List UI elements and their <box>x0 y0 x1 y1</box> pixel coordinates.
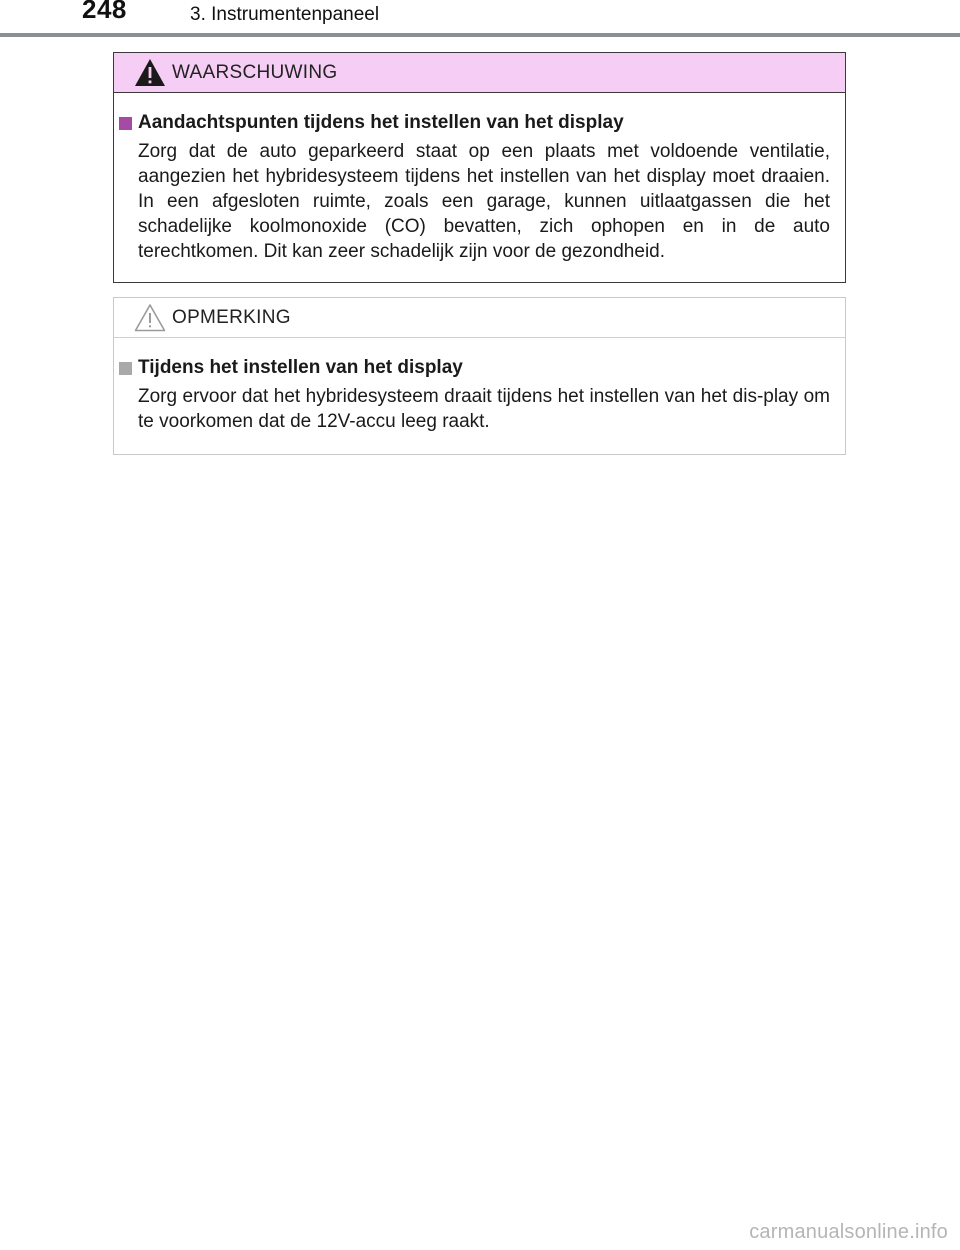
warning-triangle-icon <box>134 58 166 87</box>
note-box-body <box>114 338 845 434</box>
note-box-header <box>114 298 845 338</box>
page-number: 248 <box>82 0 127 24</box>
warning-box-header <box>114 53 845 93</box>
warning-box <box>113 52 846 283</box>
warning-label: WAARSCHUWING <box>172 62 338 83</box>
footer-watermark: carmanualsonline.info <box>749 1221 948 1243</box>
bullet-square-icon <box>119 362 132 375</box>
note-item-heading <box>114 356 830 380</box>
section-title: 3. Instrumentenpaneel <box>190 4 380 25</box>
warning-box-body <box>114 93 845 264</box>
warning-heading-text: Aandachtspunten tijdens het instellen van het display <box>138 112 624 133</box>
note-item-text: Zorg ervoor dat het hybridesysteem draait tijdens het instellen van het dis-play om te voorkomen dat de 12V-accu leeg raakt. <box>138 386 830 432</box>
warning-item-text: Zorg dat de auto geparkeerd staat op een plaats met voldoende ventilatie, aangezien het hybridesysteem tijdens het instellen van het display moet draaien. In een afgesloten ruimte, zoals een garage, kunnen uitlaatgassen die het schadelijke koolmonoxide (CO) bevatten, zich ophopen en in de auto terechtkomen. Dit kan zeer schadelijk zijn voor de gezondheid. <box>138 141 830 262</box>
page-header <box>0 0 960 36</box>
caution-triangle-icon <box>134 303 166 332</box>
note-box <box>113 297 846 455</box>
note-heading-text: Tijdens het instellen van het display <box>138 357 463 378</box>
warning-item-heading <box>114 111 830 135</box>
note-label: OPMERKING <box>172 307 291 328</box>
header-rule <box>0 33 960 37</box>
bullet-square-icon <box>119 117 132 130</box>
